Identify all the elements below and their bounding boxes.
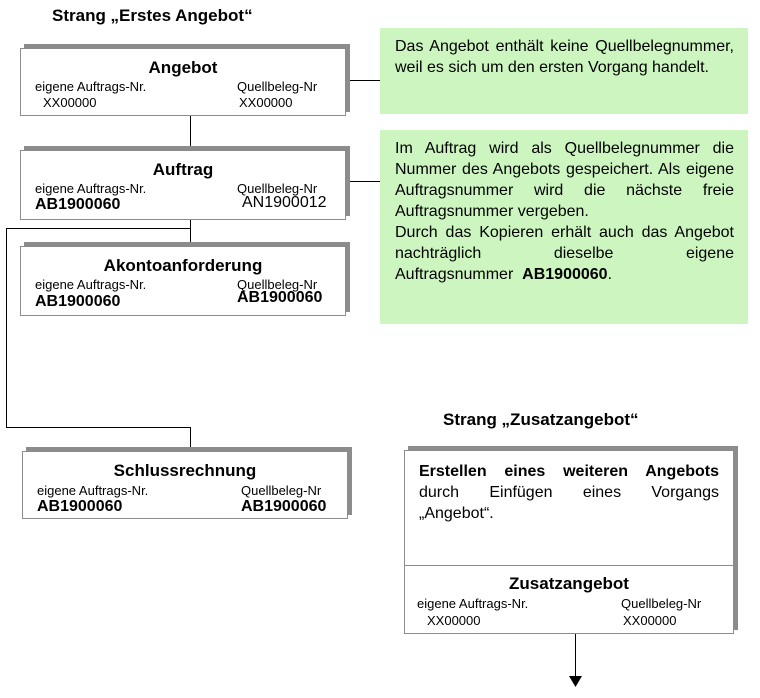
zusatz-intro-text	[419, 461, 719, 524]
connector-branch-top	[6, 228, 191, 229]
own-number-value: AB1900060	[37, 498, 123, 515]
box-title: Auftrag	[152, 160, 214, 179]
source-number-value: AB1900060	[241, 498, 327, 515]
intro-rest-text: durch Einfügen eines Vorgangs „Angebot“.	[419, 484, 719, 522]
zusatzangebot-card	[404, 450, 734, 634]
note-auftrag	[380, 130, 748, 324]
source-number-value: XX00000	[239, 95, 293, 110]
own-number-label: eigene Auftrags-Nr.	[35, 277, 147, 292]
source-number-value: XX00000	[623, 613, 677, 628]
own-number-label: eigene Auftrags-Nr.	[37, 483, 149, 498]
note-paragraph-1: Im Auftrag wird als Quellbelegnummer die Nummer des Angebots gespeichert. Als eigene Auftragsnummer wird die nächste freie Auftragsnummer vergeben.	[395, 140, 734, 220]
strand-zusatzangebot-heading: Strang „Zusatzangebot“	[443, 410, 639, 429]
intro-bold-text: Erstellen eines weiteren Angebots	[419, 463, 719, 480]
source-number-label: Quellbeleg-Nr	[237, 181, 318, 196]
note-text: Das Angebot enthält keine Quellbelegnummer, weil es sich um den ersten Vorgang handelt.	[395, 38, 734, 76]
akontoanforderung-box	[20, 246, 346, 316]
connector-note1	[346, 80, 380, 81]
box-title: Schlussrechnung	[113, 461, 257, 480]
note-erstes-angebot	[380, 28, 748, 114]
source-number-label: Quellbeleg-Nr	[241, 483, 322, 498]
connector-branch-bottom	[6, 427, 191, 428]
auftrag-box	[20, 150, 346, 220]
box-title: Akontoanforderung	[103, 256, 263, 275]
source-number-label: Quellbeleg-Nr	[237, 79, 318, 94]
source-number-label: Quellbeleg-Nr	[237, 277, 318, 292]
box-title: Zusatzangebot	[509, 574, 629, 593]
strand-erstes-angebot-heading: Strang „Erstes Angebot“	[52, 6, 253, 25]
angebot-box	[20, 48, 346, 116]
source-number-value: AB1900060	[237, 289, 323, 306]
own-number-label: eigene Auftrags-Nr.	[35, 79, 147, 94]
note-paragraph-2	[395, 222, 734, 285]
source-number-value: AN1900012	[242, 194, 327, 211]
own-number-label: eigene Auftrags-Nr.	[417, 596, 529, 611]
arrow-line	[575, 634, 576, 678]
arrow-down-icon	[569, 676, 582, 687]
connector-branch-left	[6, 228, 7, 428]
note-text: Durch das Kopieren erhält auch das Angebot nachträglich dieselbe eigene Auftragsnummer	[395, 224, 734, 283]
schlussrechnung-box	[22, 451, 348, 519]
connector-to-schluss	[190, 427, 191, 449]
own-number-value: XX00000	[427, 613, 481, 628]
box-title: Angebot	[148, 58, 218, 77]
own-number-label: eigene Auftrags-Nr.	[35, 181, 147, 196]
own-number-value: XX00000	[43, 95, 97, 110]
own-number-value: AB1900060	[35, 293, 121, 310]
note-period: .	[607, 266, 613, 283]
own-number-value: AB1900060	[35, 196, 121, 213]
source-number-label: Quellbeleg-Nr	[621, 596, 702, 611]
connector-note2	[346, 181, 380, 182]
connector-angebot-auftrag	[190, 116, 191, 148]
connector-auftrag-akonto	[190, 220, 191, 244]
order-number-highlight: AB1900060	[522, 266, 608, 283]
card-divider	[405, 565, 733, 566]
